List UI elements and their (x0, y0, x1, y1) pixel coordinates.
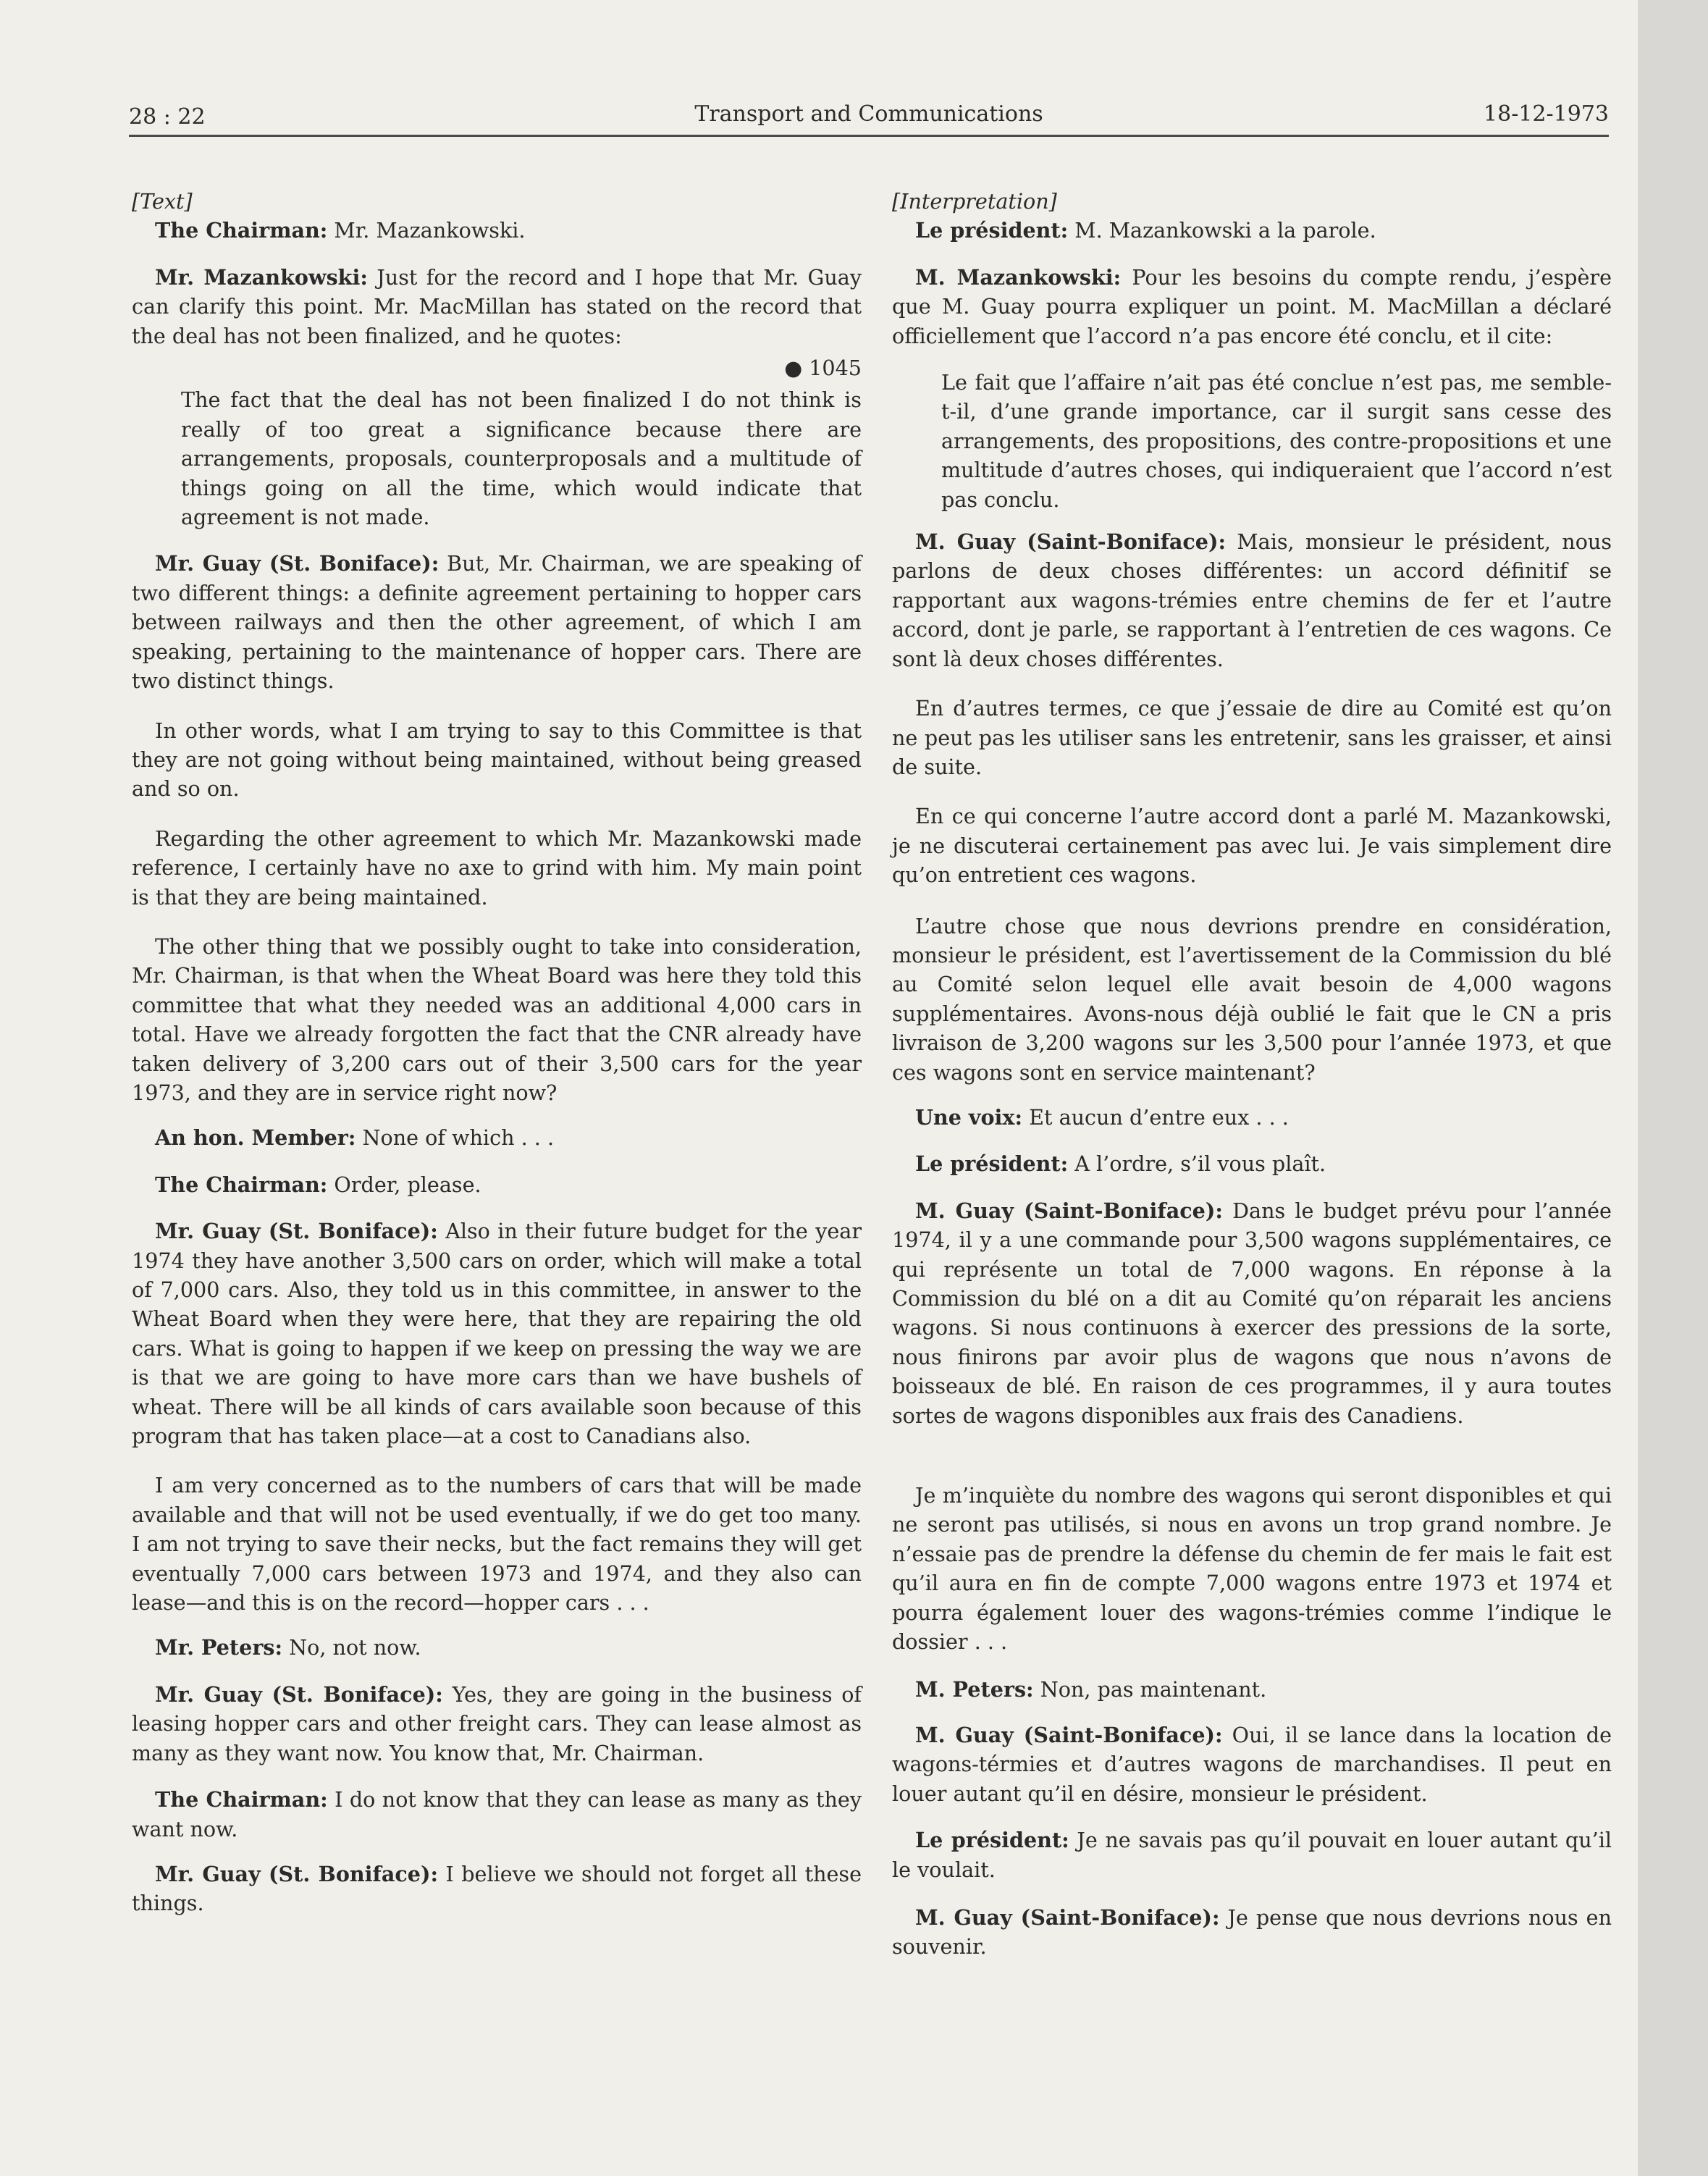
speaker-name: M. Guay (Saint-Boniface): (915, 529, 1227, 555)
speaker-name: The Chairman: (155, 1787, 328, 1812)
speaker-name: Une voix: (915, 1104, 1023, 1130)
english-column (132, 187, 862, 1918)
speech-paragraph (132, 1633, 862, 1662)
running-title: Transport and Communications (694, 101, 1043, 127)
speech-text: But, Mr. Chairman, we are speaking of two different things: a definite agreement pertaining to hopper cars between railways and then the other agreement, of which I am speaking, pertaining to the maintenance of hopper cars. There are two distinct things. (132, 551, 862, 694)
speech-paragraph (132, 1785, 862, 1844)
page-header (129, 100, 1609, 137)
section-label: [Text] (132, 189, 193, 214)
speaker-name: M. Guay (Saint-Boniface): (915, 1198, 1223, 1223)
speech-text: Je ne savais pas qu’il pouvait en louer autant qu’il le voulait. (892, 1828, 1612, 1882)
speaker-name: An hon. Member: (155, 1125, 356, 1151)
paragraph: Regarding the other agreement to which Mr. Mazankowski made reference, I certainly have no axe to grind with him. My main point is that they are being maintained. (132, 826, 862, 910)
speaker-name: Mr. Guay (St. Boniface): (155, 1861, 439, 1886)
speech-paragraph (132, 549, 862, 695)
speech-paragraph (892, 1149, 1612, 1178)
paragraph: En ce qui concerne l’autre accord dont a parlé M. Mazankowski, je ne discuterai certainement pas avec lui. Je vais simplement dire qu’on entretient ces wagons. (892, 804, 1612, 888)
speech-paragraph (892, 1903, 1612, 1962)
speaker-name: Le président: (915, 1828, 1069, 1853)
speech-text: Non, pas maintenant. (1033, 1677, 1267, 1702)
speaker-name: Le président: (915, 1151, 1069, 1177)
speaker-name: The Chairman: (155, 1172, 328, 1197)
paragraph: I am very concerned as to the numbers of cars that will be made available and that will not be used eventually, if we do get too many. I am not trying to save their necks, but the fact remains they will get eventually 7,000 cars between 1973 and 1974, and they also can lease—and this is on the record—hopper cars . . . (132, 1473, 862, 1616)
speech-paragraph (132, 263, 862, 350)
speech-paragraph (892, 527, 1612, 673)
page-number: 28 : 22 (129, 104, 206, 130)
speaker-name: M. Mazankowski: (915, 264, 1122, 290)
paragraph: En d’autres termes, ce que j’essaie de dire au Comité est qu’on ne peut pas les utiliser sans les entretenir, sans les graisser, et ainsi de suite. (892, 696, 1612, 779)
speaker-name: Mr. Guay (St. Boniface): (155, 1219, 438, 1244)
speech-text: None of which . . . (356, 1125, 555, 1151)
speech-text: I believe we should not forget all these things. (132, 1861, 862, 1916)
paragraph: Je m’inquiète du nombre des wagons qui seront disponibles et qui ne seront pas utilisés, si nous en avons un trop grand nombre. Je n’essaie pas de prendre la défense du chemin de fer mais le fait est qu’il aura en fin de compte 7,000 wagons entre 1973 et 1974 et pourra également louer des wagons-trémies comme l’indique le dossier . . . (892, 1483, 1612, 1655)
speech-paragraph (132, 1860, 862, 1918)
speech-paragraph (132, 1217, 862, 1450)
speech-paragraph (132, 1123, 862, 1152)
speech-text: No, not now. (282, 1635, 421, 1660)
paragraph: In other words, what I am trying to say to this Committee is that they are not going without being maintained, without being greased and so on. (132, 718, 862, 802)
speaker-name: Mr. Guay (St. Boniface): (155, 1681, 443, 1707)
speaker-name: Mr. Peters: (155, 1635, 283, 1660)
speech-text: I do not know that they can lease as many as they want now. (132, 1787, 862, 1841)
speech-paragraph (892, 216, 1612, 245)
speech-text: Yes, they are going in the business of leasing hopper cars and other freight cars. They can lease almost as many as they want now. You know that, Mr. Chairman. (132, 1681, 862, 1765)
speech-paragraph (892, 1196, 1612, 1430)
french-column (892, 187, 1612, 1962)
speech-text: Dans le budget prévu pour l’année 1974, il y a une commande pour 3,500 wagons supplémentaires, ce qui représente un total de 7,000 wagons. En réponse à la Commission du blé on a dit au Comité qu’on réparait les anciens wagons. Si nous continuons à exercer des pressions de la sorte, nous finirons par avoir plus de wagons que nous n’avons de boisseaux de blé. En raison de ces programmes, il y aura toutes sortes de wagons disponibles aux frais des Canadiens. (892, 1198, 1612, 1428)
speaker-name: M. Guay (Saint-Boniface): (915, 1722, 1223, 1747)
speech-paragraph (892, 1826, 1612, 1884)
speech-paragraph (892, 1675, 1612, 1704)
quoted-passage: The fact that the deal has not been finalized I do not think is really of too great a significance because there are arrangements, proposals, counterproposals and a multitude of things going on all the time, which would indicate that agreement is not made. (181, 387, 862, 530)
speaker-name: The Chairman: (155, 218, 328, 243)
speech-text: A l’ordre, s’il vous plaît. (1068, 1151, 1326, 1177)
speaker-name: M. Guay (Saint-Boniface): (915, 1904, 1220, 1930)
speech-text: Also in their future budget for the year 1974 they have another 3,500 cars on order, which will make a total of 7,000 cars. Also, they told us in this committee, in answer to the Wheat Board when they were here, that they are repairing the old cars. What is going to happen if we keep on pressing the way we are is that we are going to have more cars than we have bushels of wheat. There will be all kinds of cars available soon because of this program that has taken place—at a cost to Canadians also. (132, 1219, 862, 1449)
facing-page-edge (1638, 0, 1708, 2176)
speech-paragraph (892, 1721, 1612, 1808)
speech-paragraph (892, 1103, 1612, 1132)
speech-text: Pour les besoins du compte rendu, j’espère que M. Guay pourra expliquer un point. M. MacMillan a déclaré officiellement que l’accord n’a pas encore été conclu, et il cite: (892, 264, 1612, 348)
speech-text: Mr. Mazankowski. (327, 218, 526, 243)
speech-paragraph (132, 216, 862, 245)
quoted-passage: Le fait que l’affaire n’ait pas été conclue n’est pas, me semble-t-il, d’une grande importance, car il surgit sans cesse des arrangements, des propositions, des contre-propositions et une multitude d’autres choses, qui indiqueraient que l’accord n’est pas conclu. (941, 370, 1612, 512)
paragraph: The other thing that we possibly ought to take into consideration, Mr. Chairman, is that when the Wheat Board was here they told this committee that what they needed was an additional 4,000 cars in total. Have we already forgotten the fact that the CNR already have taken delivery of 3,200 cars out of their 3,500 cars for the year 1973, and they are in service right now? (132, 933, 862, 1105)
speaker-name: Mr. Mazankowski: (155, 264, 368, 290)
speech-text: M. Mazankowski a la parole. (1068, 218, 1376, 243)
speech-text: Mais, monsieur le président, nous parlons de deux choses différentes: un accord définitif se rapportant aux wagons-trémies entre chemins de fer et l’autre accord, dont je parle, se rapportant à l’entretien de ces wagons. Ce sont là deux choses différentes. (892, 529, 1612, 671)
speech-paragraph (132, 1170, 862, 1199)
speech-paragraph (132, 1680, 862, 1768)
page-date: 18-12-1973 (1484, 101, 1609, 127)
speech-text: Just for the record and I hope that Mr. Guay can clarify this point. Mr. MacMillan has stated on the record that the deal has not been finalized, and he quotes: (132, 264, 862, 348)
speech-text: Je pense que nous devrions nous en souvenir. (892, 1904, 1612, 1959)
speaker-name: Le président: (915, 218, 1069, 243)
speech-text: Order, please. (327, 1172, 481, 1197)
speaker-name: Mr. Guay (St. Boniface): (155, 551, 439, 576)
speech-paragraph (892, 263, 1612, 350)
section-label: [Interpretation] (892, 189, 1057, 214)
speech-text: Oui, il se lance dans la location de wagons-térmies et d’autres wagons de marchandises. Il peut en louer autant qu’il en désire, monsieur le président. (892, 1722, 1612, 1806)
speech-text: Et aucun d’entre eux . . . (1022, 1104, 1289, 1130)
speaker-name: M. Peters: (915, 1677, 1034, 1702)
paragraph: L’autre chose que nous devrions prendre en considération, monsieur le président, est l’avertissement de la Commission du blé au Comité selon lequel elle avait besoin de 4,000 wagons supplémentaires. Avons-nous déjà oublié le fait que le CN a pris livraison de 3,200 wagons sur les 3,500 pour l’année 1973, et que ces wagons sont en service maintenant? (892, 913, 1612, 1085)
time-marker: ● 1045 (784, 356, 862, 381)
